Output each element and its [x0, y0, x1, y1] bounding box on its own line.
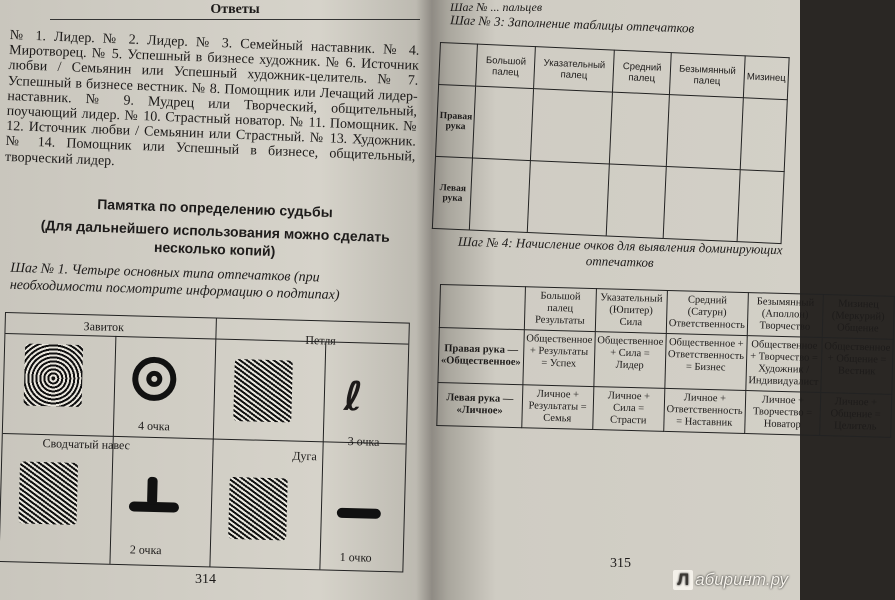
- fill-cell[interactable]: [663, 166, 741, 241]
- header-ring: Безымянный (Аполлон) Творчество: [747, 293, 823, 338]
- memo-title: Памятка по определению судьбы: [97, 195, 333, 221]
- row-label-left-hand: Левая рука: [432, 156, 473, 230]
- page-header: Ответы: [50, 2, 420, 20]
- row-label-left-hand: Левая рука — «Личное»: [437, 382, 523, 427]
- header-index: Указательный палец: [534, 47, 615, 92]
- header-little: Мизинец: [743, 56, 789, 100]
- table-cell: Личное + Сила = Страсти: [592, 387, 664, 432]
- tented-arch-label: Сводчатый навес: [42, 436, 131, 453]
- arch-symbol-icon: [337, 508, 381, 519]
- fill-cell[interactable]: [740, 98, 787, 172]
- right-page: [430, 0, 891, 600]
- loop-print-image: [233, 359, 293, 422]
- header-thumb: Большой палец: [476, 44, 535, 88]
- header-ring: Безымянный палец: [669, 53, 745, 98]
- table-cell: Личное + Ответственность = Наставник: [663, 388, 745, 433]
- fill-cell[interactable]: [666, 95, 744, 170]
- corner-cell: [439, 43, 478, 87]
- table-cell: Личное + Результаты = Семья: [522, 385, 594, 430]
- answers-text: № 1. Лидер. № 2. Лидер. № 3. Семейный наставник. № 4. Миротворец. № 5. Успешный в бизнесе художник. № 6. Источник любви / Семьянин или Успешный художник-целитель. № 7. Успешный в бизнесе вестник. № 8. Помощник или Лечащий лидер-наставник. № 9. Мудрец или Творческий, общительный, поучающий лидер. № 10. Страстный новатор. № 11. Помощник. № 12. Источник любви / Семьянин или Страстный. № 13. Художник. № 14. Помощник или Успешный в бизнесе, общительный, творческий лидер.: [4, 28, 420, 169]
- fill-cell[interactable]: [607, 164, 666, 238]
- loop-score: 3 очка: [347, 434, 380, 449]
- table-cell: Общественное + Общение = Вестник: [821, 338, 893, 395]
- tented-arch-score: 2 очка: [129, 542, 162, 558]
- loop-label: Петля: [305, 332, 336, 348]
- loop-symbol-icon: ℓ: [343, 373, 364, 421]
- arch-score: 1 очко: [339, 549, 372, 565]
- tented-arch-print-image: [18, 461, 78, 524]
- table-cell: Общественное + Сила = Лидер: [594, 332, 666, 389]
- step2-fragment: Шаг № ... пальцев: [450, 0, 543, 14]
- header-middle: Средний (Сатурн) Ответственность: [666, 290, 748, 335]
- divider: [5, 333, 408, 345]
- table-cell: Общественное + Результаты = Успех: [523, 330, 595, 387]
- page-number: 314: [195, 572, 216, 587]
- fill-cell[interactable]: [531, 89, 613, 164]
- column-divider: [319, 341, 326, 569]
- whorl-print-image: [24, 344, 84, 407]
- arch-label: Дуга: [292, 448, 317, 464]
- corner-cell: [439, 285, 525, 330]
- fingerprint-fill-table: [432, 42, 790, 244]
- tented-arch-stem: [147, 477, 158, 505]
- page-number: 315: [610, 556, 631, 571]
- table-cell: Общественное + Творчество = Художник / Индивидуалист: [746, 336, 822, 393]
- fill-cell[interactable]: [527, 161, 609, 236]
- whorl-symbol-icon: [132, 356, 177, 401]
- scoring-table: [436, 284, 894, 438]
- header-thumb: Большой палец Результаты: [524, 287, 596, 332]
- header-little: Мизинец (Меркурий) Общение: [822, 295, 894, 340]
- whorl-label: Завиток: [83, 319, 125, 335]
- left-page: [0, 0, 425, 600]
- step3-heading: Шаг № 3: Заполнение таблицы отпечатков: [449, 12, 695, 36]
- row-label-right-hand: Правая рука — «Общественное»: [438, 327, 524, 384]
- whorl-score: 4 очка: [137, 418, 170, 434]
- watermark-text: абиринт.ру: [695, 570, 788, 589]
- labirint-logo-icon: Л: [673, 570, 693, 590]
- header-index: Указательный (Юпитер) Сила: [595, 289, 667, 334]
- step1-heading: Шаг № 1. Четыре основных типа отпечатков (при необходимости посмотрите информацию о подтипах): [9, 260, 340, 304]
- fill-cell[interactable]: [737, 170, 784, 244]
- memo-subtitle: (Для дальнейшего использования можно сделать несколько копий): [40, 216, 391, 260]
- row-label-right-hand: Правая рука: [436, 84, 477, 158]
- arch-print-image: [228, 477, 288, 540]
- column-divider: [209, 319, 216, 567]
- watermark-logo: [673, 570, 788, 590]
- table-cell: Личное + Творчество = Новатор: [745, 391, 821, 436]
- fill-cell[interactable]: [470, 158, 531, 232]
- header-middle: Средний палец: [613, 50, 671, 94]
- fill-cell[interactable]: [610, 92, 669, 166]
- table-cell: Общественное + Ответственность = Бизнес: [665, 333, 747, 390]
- table-cell: Личное + Общение = Целитель: [820, 393, 892, 438]
- fill-cell[interactable]: [473, 86, 534, 160]
- fingerprint-types-table: [0, 312, 410, 573]
- step4-heading: Шаг № 4: Начисление очков для выявления доминирующих отпечатков: [457, 233, 783, 270]
